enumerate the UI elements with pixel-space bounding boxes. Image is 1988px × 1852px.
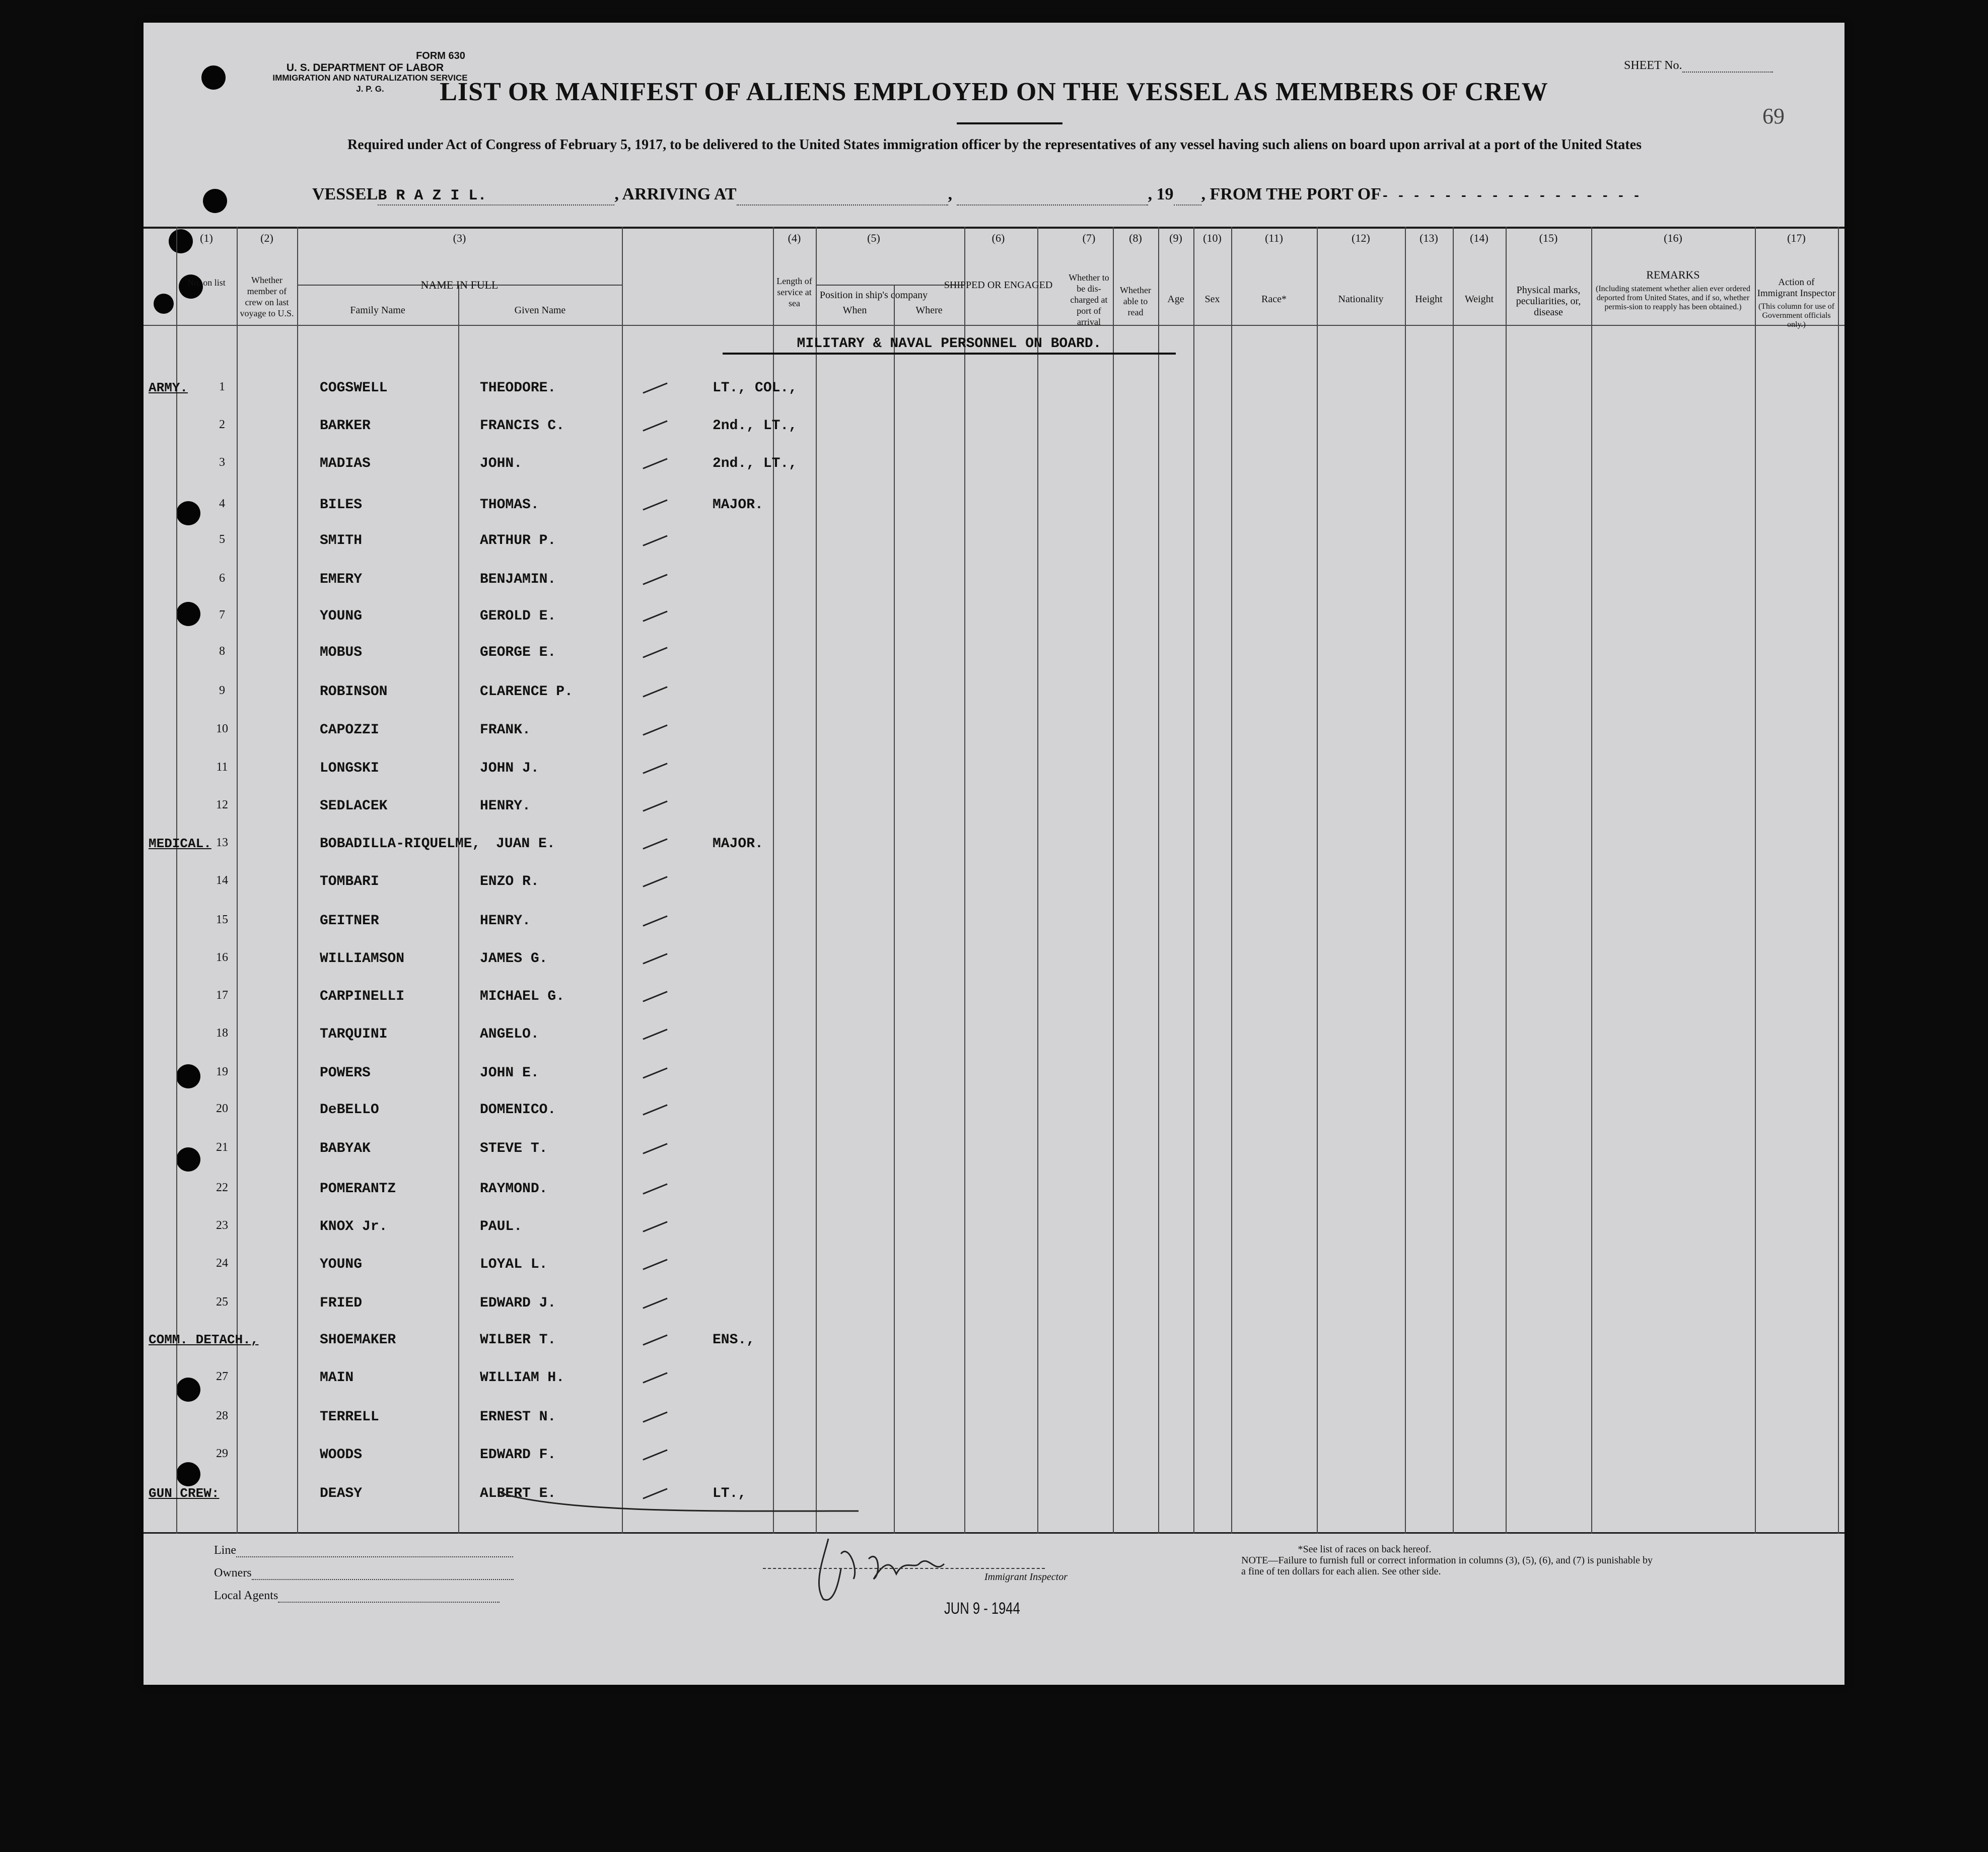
table-row — [144, 1295, 1844, 1326]
given-name: ANGELO. — [480, 1026, 539, 1042]
row-number: 3 — [219, 456, 225, 469]
row-number: 11 — [216, 761, 228, 774]
checkmark — [643, 1259, 667, 1270]
line-label: Line — [214, 1544, 236, 1557]
column-number: (6) — [991, 232, 1005, 244]
row-number: 1 — [219, 380, 225, 393]
given-name: JOHN J. — [480, 761, 539, 776]
local-agents-field — [214, 1589, 500, 1603]
sheet-label: SHEET No. — [1624, 59, 1682, 72]
column-subheading: (Including statement whether alien ever ordered deported from United States, and if so, whether permis-sion to reapply has been obtained.) — [1596, 285, 1750, 311]
arriving-label: ARRIVING AT — [622, 185, 737, 203]
column-number: (9) — [1169, 232, 1182, 244]
table-row — [144, 836, 1844, 866]
column-number: (16) — [1664, 232, 1682, 244]
given-name: GEROLD E. — [480, 608, 556, 624]
table-row — [144, 1102, 1844, 1132]
checkmark — [643, 953, 667, 964]
family-name: POMERANTZ — [320, 1181, 396, 1197]
table-row — [144, 761, 1844, 791]
penalty-note: NOTE—Failure to furnish full or correct information in columns (3), (5), (6), and (7) is punishable by a fine of ten dollars for each alien. See other side. — [1241, 1555, 1653, 1577]
column-label: Race* — [1261, 294, 1287, 305]
row-number: 20 — [216, 1102, 228, 1115]
column-subheading: When — [842, 305, 867, 316]
checkmark — [643, 535, 667, 546]
row-number: 18 — [216, 1026, 228, 1040]
table-row — [144, 913, 1844, 943]
department: U. S. DEPARTMENT OF LABOR — [286, 62, 444, 74]
given-name: JOHN. — [480, 456, 523, 471]
table-row — [144, 1219, 1844, 1249]
row-number: 23 — [216, 1219, 228, 1232]
checkmark — [643, 876, 667, 887]
column-number: (4) — [788, 232, 801, 244]
row-number: 4 — [219, 497, 225, 510]
given-name: RAYMOND. — [480, 1181, 548, 1197]
checkmark — [643, 1372, 667, 1383]
row-number: 10 — [216, 722, 228, 735]
column-label: Action of Immigrant Inspector — [1757, 277, 1836, 299]
column-label: NAME IN FULL — [420, 279, 499, 291]
checkmark — [643, 1104, 667, 1115]
from-port-value: - - - - - - - - - - - - - - - - - — [1381, 188, 1641, 203]
year-label: 19 — [1156, 185, 1174, 203]
column-label: Sex — [1204, 294, 1220, 305]
table-row — [144, 989, 1844, 1019]
table-row — [144, 645, 1844, 675]
row-number: 16 — [216, 951, 228, 964]
table-row — [144, 456, 1844, 486]
position: 2nd., LT., — [713, 418, 798, 434]
owners-label: Owners — [214, 1566, 252, 1580]
inspector-label: Immigrant Inspector — [984, 1571, 1068, 1583]
column-label: Nationality — [1338, 294, 1384, 305]
row-number: 8 — [219, 645, 225, 658]
column-subheading: (This column for use of Government officials only.) — [1758, 302, 1835, 329]
section-title: MILITARY & NAVAL PERSONNEL ON BOARD. — [797, 336, 1102, 352]
family-name: YOUNG — [320, 1257, 363, 1272]
form-code: J. P. G. — [356, 84, 384, 94]
column-number: (17) — [1787, 232, 1806, 244]
group-label: COMM. DETACH., — [149, 1332, 259, 1347]
table-row — [144, 951, 1844, 981]
family-name: BARKER — [320, 418, 371, 434]
checkmark — [643, 1411, 667, 1422]
checkmark — [643, 1221, 667, 1232]
given-name: HENRY. — [480, 913, 531, 929]
position: 2nd., LT., — [713, 456, 798, 471]
column-number: (15) — [1539, 232, 1558, 244]
checkmark — [643, 1297, 667, 1309]
column-subheading: Family Name — [350, 305, 405, 316]
local-agents-label: Local Agents — [214, 1589, 278, 1602]
checkmark — [643, 1143, 667, 1154]
given-name: BENJAMIN. — [480, 572, 556, 587]
row-number: 12 — [216, 798, 228, 811]
table-row — [144, 1332, 1844, 1362]
form-id: FORM 630 — [416, 50, 465, 61]
checkmark — [643, 499, 667, 510]
column-label: SHIPPED OR ENGAGED — [944, 280, 1053, 291]
position: MAJOR. — [713, 497, 763, 513]
family-name: TERRELL — [320, 1409, 379, 1425]
table-row — [144, 418, 1844, 448]
race-note: *See list of races on back hereof. — [1298, 1544, 1432, 1555]
family-name: SMITH — [320, 533, 363, 548]
row-number: 29 — [216, 1447, 228, 1460]
column-number: (11) — [1265, 232, 1283, 244]
given-name: DOMENICO. — [480, 1102, 556, 1118]
column-label: Weight — [1464, 294, 1494, 305]
column-label: REMARKS — [1646, 268, 1700, 281]
checkmark — [643, 1334, 667, 1345]
family-name: SHOEMAKER — [320, 1332, 396, 1348]
column-label: Position in ship's company — [819, 290, 928, 301]
column-number: (2) — [260, 232, 273, 244]
header-bottom-rule — [144, 325, 1844, 326]
family-name: FRIED — [320, 1295, 363, 1311]
service: IMMIGRATION AND NATURALIZATION SERVICE — [272, 73, 468, 83]
table-row — [144, 1065, 1844, 1095]
checkmark — [643, 420, 667, 431]
column-subheading: Given Name — [514, 305, 566, 316]
manifest-sheet — [144, 23, 1844, 1685]
from-port-label: FROM THE PORT OF — [1210, 185, 1381, 203]
column-subheading: Where — [915, 305, 943, 316]
inspector-signature — [793, 1524, 974, 1609]
column-label: Whether able to read — [1120, 285, 1151, 317]
family-name: TARQUINI — [320, 1026, 388, 1042]
inspector-signature-line — [763, 1568, 1045, 1569]
given-name: ARTHUR P. — [480, 533, 556, 548]
checkmark — [643, 1183, 667, 1194]
table-row — [144, 798, 1844, 829]
family-name: CARPINELLI — [320, 989, 405, 1004]
line-field — [214, 1544, 513, 1557]
family-name: BILES — [320, 497, 363, 513]
page-number: 69 — [1762, 104, 1785, 128]
given-name: CLARENCE P. — [480, 684, 573, 700]
row-number: 9 — [219, 684, 225, 697]
checkmark — [643, 458, 667, 469]
family-name: DEASY — [320, 1486, 363, 1501]
checkmark — [643, 838, 667, 849]
table-row — [144, 497, 1844, 527]
table-row — [144, 1141, 1844, 1171]
group-label: MEDICAL. — [149, 836, 211, 851]
given-name: FRANCIS C. — [480, 418, 565, 434]
table-row — [144, 1409, 1844, 1439]
row-number: 21 — [216, 1141, 228, 1154]
checkmark — [643, 915, 667, 926]
column-label: Physical marks, peculiarities, or, disease — [1516, 285, 1581, 318]
given-name: HENRY. — [480, 798, 531, 814]
column-label: Height — [1415, 294, 1443, 305]
family-name: ROBINSON — [320, 684, 388, 700]
row-number: 7 — [219, 608, 225, 622]
position: LT., COL., — [713, 380, 798, 396]
column-number: (14) — [1470, 232, 1488, 244]
table-row — [144, 684, 1844, 714]
position: LT., — [713, 1486, 747, 1501]
given-name: ERNEST N. — [480, 1409, 556, 1425]
checkmark — [643, 1067, 667, 1078]
table-row — [144, 1447, 1844, 1477]
family-name: EMERY — [320, 572, 363, 587]
punch-hole — [203, 189, 227, 213]
column-label: Whether member of crew on last voyage to U.S. — [240, 275, 294, 318]
family-name: BABYAK — [320, 1141, 371, 1156]
table-row — [144, 380, 1844, 410]
page-title: LIST OR MANIFEST OF ALIENS EMPLOYED ON THE VESSEL AS MEMBERS OF CREW — [440, 78, 1548, 106]
title-rule — [957, 122, 1062, 124]
row-number: 13 — [216, 836, 228, 849]
given-name: JAMES G. — [480, 951, 548, 967]
column-number: (3) — [453, 232, 466, 244]
family-name: TOMBARI — [320, 874, 379, 889]
column-label: Whether to be dis-charged at port of arrival — [1069, 272, 1109, 327]
sheet-number-field — [1624, 59, 1773, 73]
given-name: WILBER T. — [480, 1332, 556, 1348]
family-name: YOUNG — [320, 608, 363, 624]
family-name: CAPOZZI — [320, 722, 379, 738]
column-label: No. on list — [187, 278, 226, 288]
row-number: 2 — [219, 418, 225, 431]
family-name: POWERS — [320, 1065, 371, 1081]
row-number: 28 — [216, 1409, 228, 1422]
row-number: 25 — [216, 1295, 228, 1309]
punch-hole — [154, 294, 174, 314]
given-name: EDWARD F. — [480, 1447, 556, 1463]
table-row — [144, 874, 1844, 904]
vessel-name: B R A Z I L. — [378, 187, 614, 205]
family-name: DeBELLO — [320, 1102, 379, 1118]
family-name: MAIN — [320, 1370, 354, 1386]
given-name: WILLIAM H. — [480, 1370, 565, 1386]
column-number: (13) — [1419, 232, 1438, 244]
given-name: LOYAL L. — [480, 1257, 548, 1272]
given-name: JOHN E. — [480, 1065, 539, 1081]
column-number: (12) — [1352, 232, 1370, 244]
table-bottom-rule — [144, 1532, 1844, 1534]
checkmark — [643, 724, 667, 735]
vessel-label: VESSEL — [312, 185, 378, 203]
underline-flourish — [496, 1483, 1000, 1524]
family-name: MADIAS — [320, 456, 371, 471]
checkmark — [643, 686, 667, 697]
given-name: ENZO R. — [480, 874, 539, 889]
table-row — [144, 722, 1844, 752]
section-title-underline — [723, 353, 1176, 355]
act-subtitle: Required under Act of Congress of February 5, 1917, to be delivered to the United States immigration officer by the representatives of any vessel having such aliens on board upon arrival at a port of the United States — [347, 137, 1642, 153]
given-name: EDWARD J. — [480, 1295, 556, 1311]
given-name: THOMAS. — [480, 497, 539, 513]
table-row — [144, 1370, 1844, 1400]
checkmark — [643, 1028, 667, 1040]
table-row — [144, 608, 1844, 639]
checkmark — [643, 647, 667, 658]
position: MAJOR. — [713, 836, 763, 852]
row-number: 22 — [216, 1181, 228, 1194]
row-number: 6 — [219, 572, 225, 585]
row-number: 27 — [216, 1370, 228, 1383]
row-number: 14 — [216, 874, 228, 887]
given-name: STEVE T. — [480, 1141, 548, 1156]
row-number: 17 — [216, 989, 228, 1002]
checkmark — [643, 991, 667, 1002]
row-number: 5 — [219, 533, 225, 546]
position: ENS., — [713, 1332, 755, 1348]
given-name: PAUL. — [480, 1219, 523, 1234]
table-top-rule — [144, 227, 1844, 229]
column-number: (5) — [867, 232, 880, 244]
row-number: 24 — [216, 1257, 228, 1270]
given-name: JUAN E. — [496, 836, 555, 852]
checkmark — [643, 800, 667, 811]
given-name: GEORGE E. — [480, 645, 556, 660]
owners-field — [214, 1566, 514, 1580]
table-row — [144, 533, 1844, 563]
date-stamp: JUN 9 - 1944 — [944, 1599, 1020, 1617]
row-number: 19 — [216, 1065, 228, 1078]
column-label: Age — [1167, 294, 1184, 305]
family-name: WOODS — [320, 1447, 363, 1463]
column-number: (1) — [200, 232, 213, 244]
family-name: SEDLACEK — [320, 798, 388, 814]
group-label: ARMY. — [149, 380, 188, 395]
column-number: (7) — [1082, 232, 1096, 244]
table-row — [144, 1257, 1844, 1287]
family-name: WILLIAMSON — [320, 951, 405, 967]
table-row — [144, 1026, 1844, 1057]
family-name: KNOX Jr. — [320, 1219, 388, 1234]
given-name: MICHAEL G. — [480, 989, 565, 1004]
row-number: 15 — [216, 913, 228, 926]
given-name: ALBERT E. — [480, 1486, 556, 1501]
checkmark — [643, 574, 667, 585]
family-name: LONGSKI — [320, 761, 379, 776]
family-name: BOBADILLA-RIQUELME, — [320, 836, 481, 852]
table-row — [144, 1181, 1844, 1211]
given-name: THEODORE. — [480, 380, 556, 396]
table-row — [144, 572, 1844, 602]
checkmark — [643, 1449, 667, 1460]
group-label: GUN CREW: — [149, 1486, 220, 1501]
checkmark — [643, 382, 667, 393]
checkmark — [643, 763, 667, 774]
column-label: Length of service at sea — [776, 276, 812, 308]
given-name: FRANK. — [480, 722, 531, 738]
checkmark — [643, 610, 667, 622]
family-name: MOBUS — [320, 645, 363, 660]
family-name: COGSWELL — [320, 380, 388, 396]
column-number: (10) — [1203, 232, 1222, 244]
vessel-line: VESSELB R A Z I L. , ARRIVING AT , , 19 , FROM THE PORT OF- - - - - - - - - - - - - - - - - — [312, 185, 1641, 204]
column-number: (8) — [1129, 232, 1142, 244]
family-name: GEITNER — [320, 913, 379, 929]
